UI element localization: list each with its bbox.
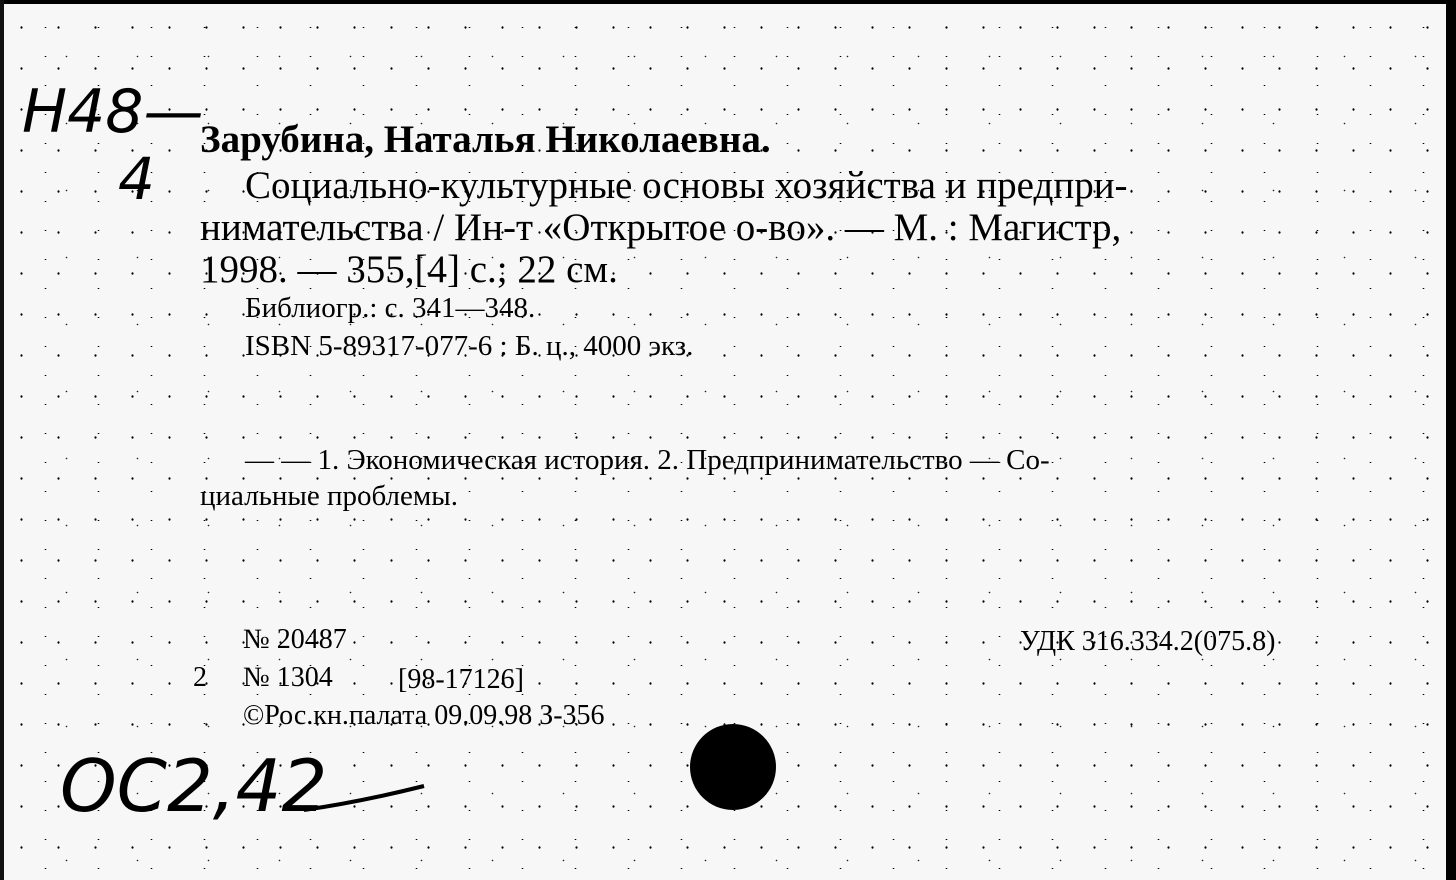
record-id: [98-17126] [398, 664, 524, 695]
punch-hole [690, 724, 776, 810]
author-heading: Зарубина, Наталья Николаевна. [200, 118, 771, 161]
shelf-mark-sub: 4 [118, 145, 155, 213]
subjects-line-2: циальные проблемы. [200, 480, 458, 512]
title-line-2: нимательства / Ин-т «Открытое о-во». — М. : Магистр, [200, 206, 1122, 249]
title-line-3: 1998. — 355,[4] с.; 22 см. [200, 248, 618, 291]
handwritten-underline [300, 780, 430, 820]
handwritten-code: ОС2,42 [60, 744, 328, 828]
bibliography-note: Библиогр.: с. 341—348. [245, 292, 536, 324]
card-left-edge [0, 0, 4, 880]
card-right-edge [1446, 0, 1456, 880]
card-top-edge [0, 0, 1456, 4]
shelf-mark: Н48— [22, 77, 204, 147]
card-number: № 1304 [243, 662, 333, 693]
title-line-1: Социально-культурные основы хозяйства и предпри- [245, 164, 1128, 207]
inventory-number: № 20487 [243, 624, 347, 655]
book-chamber-stamp: ©Рос.кн.палата 09.09.98 З-356 [243, 700, 605, 731]
copy-count: 2 [193, 662, 207, 693]
subjects-line-1: — — 1. Экономическая история. 2. Предпринимательство — Со- [245, 444, 1050, 476]
udc-code: УДК 316.334.2(075.8) [1020, 626, 1276, 657]
isbn-line: ISBN 5-89317-077-6 : Б. ц., 4000 экз. [245, 330, 694, 362]
